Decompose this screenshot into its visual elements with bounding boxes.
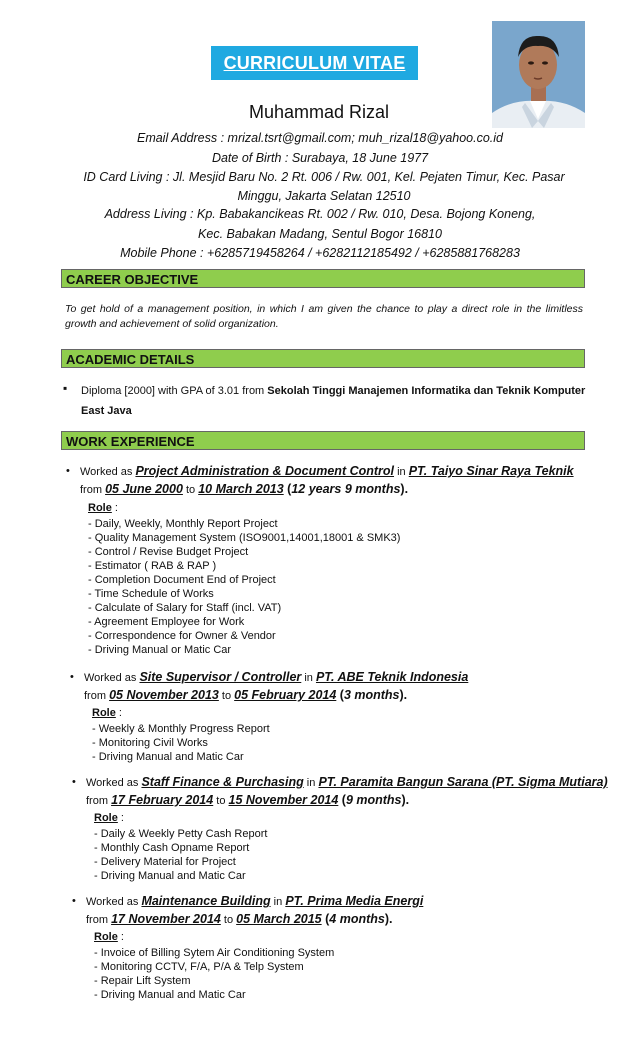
dob-label: Date of Birth — [211, 151, 282, 165]
role-label: Role — [94, 812, 118, 824]
from-label: from — [84, 690, 110, 702]
to-label: to — [218, 690, 235, 702]
worked-as-label: Worked as — [86, 896, 142, 908]
job-end-date: 10 March 2013 — [198, 482, 284, 496]
job-start-date: 17 February 2014 — [111, 793, 214, 807]
role-colon: : — [117, 931, 124, 943]
role-item: - Quality Management System (ISO9001,14001,18001 & SMK3) — [88, 532, 401, 544]
job-end-date: 05 February 2014 — [234, 688, 337, 702]
role-item: - Estimator ( RAB & RAP ) — [88, 560, 217, 572]
job-position: Maintenance Building — [141, 894, 271, 908]
email-line — [60, 129, 580, 148]
email-value: : mrizal.tsrt@gmail.com; muh_rizal18@yahoo.co.id — [217, 131, 503, 145]
id-address-line — [64, 168, 584, 206]
phone-label: Mobile Phone — [120, 246, 197, 260]
job-duration: 9 months — [345, 793, 402, 807]
academic-prefix: Diploma [2000] with GPA of 3.01 from — [81, 385, 268, 397]
academic-details-header: ACADEMIC DETAILS — [61, 349, 585, 368]
job-entry-heading: Worked as Site Supervisor / Controller in PT. ABE Teknik Indonesia from 05 November 2013 to 05 February 2014 (3 months). — [84, 670, 469, 702]
from-label: from — [86, 914, 112, 926]
academic-school-1: Sekolah Tinggi Manajemen Informatika dan Teknik Komputer — [267, 385, 586, 397]
role-label: Role — [88, 502, 112, 514]
worked-as-label: Worked as — [84, 672, 140, 684]
role-item: - Correspondence for Owner & Vendor — [88, 630, 276, 642]
job-position: Site Supervisor / Controller — [139, 670, 302, 684]
bullet-icon: • — [70, 671, 74, 683]
role-item: - Driving Manual and Matic Car — [94, 870, 246, 882]
role-item: - Driving Manual and Matic Car — [92, 751, 244, 763]
in-label: in — [301, 672, 316, 684]
living-address-line — [60, 205, 580, 224]
address-value-1: : Kp. Babakancikeas Rt. 002 / Rw. 010, Desa. Bojong Koneng, — [186, 207, 536, 221]
role-list — [88, 517, 400, 657]
job-company: PT. Paramita Bangun Sarana (PT. Sigma Mutiara) — [318, 775, 608, 789]
address-label: Address Living — [104, 207, 187, 221]
living-address-line-2: Kec. Babakan Madang, Sentul Bogor 16810 — [198, 227, 442, 241]
job-company: PT. ABE Teknik Indonesia — [315, 670, 469, 684]
job-end-date: 15 November 2014 — [228, 793, 339, 807]
from-label: from — [86, 795, 112, 807]
job-roles — [94, 930, 334, 1002]
phone-value: : +6285719458264 / +6282112185492 / +6285881768283 — [196, 246, 520, 260]
job-roles — [92, 706, 270, 764]
job-position: Staff Finance & Purchasing — [141, 775, 304, 789]
bullet-icon: • — [66, 465, 70, 477]
to-label: to — [182, 484, 199, 496]
id-value: : Jl. Mesjid Baru No. 2 Rt. 006 / Rw. 001, Kel. Pejaten Timur, Kec. Pasar Minggu, Jakarta Selatan 12510 — [162, 170, 565, 203]
job-entry-heading: Worked as Project Administration & Document Control in PT. Taiyo Sinar Raya Teknik from 05 June 2000 to 10 March 2013 (12 years 9 months). — [80, 464, 574, 496]
role-item: - Delivery Material for Project — [94, 856, 236, 868]
academic-school-2: East Java — [81, 405, 132, 417]
career-objective-header: CAREER OBJECTIVE — [61, 269, 585, 288]
email-label: Email Address — [136, 131, 218, 145]
role-item: - Agreement Employee for Work — [88, 616, 245, 628]
to-label: to — [213, 795, 229, 807]
dob-value: : Surabaya, 18 June 1977 — [281, 151, 429, 165]
phone-line — [60, 244, 580, 263]
worked-as-label: Worked as — [86, 777, 142, 789]
job-company: PT. Taiyo Sinar Raya Teknik — [408, 464, 574, 478]
role-item: - Daily, Weekly, Monthly Report Project — [88, 518, 278, 530]
role-item: - Driving Manual or Matic Car — [88, 644, 232, 656]
role-colon: : — [115, 707, 122, 719]
role-item: - Completion Document End of Project — [88, 574, 276, 586]
role-item: - Control / Revise Budget Project — [88, 546, 249, 558]
role-list — [92, 722, 270, 764]
in-label: in — [394, 466, 409, 478]
id-label: ID Card Living — [83, 170, 163, 184]
bullet-icon: ▪ — [63, 381, 68, 395]
title-banner — [211, 46, 418, 80]
job-entry-heading: Worked as Staff Finance & Purchasing in PT. Paramita Bangun Sarana (PT. Sigma Mutiara) from 17 February 2014 to 15 November 2014 (9 months). — [86, 775, 608, 807]
job-entry-heading: Worked as Maintenance Building in PT. Prima Media Energi from 17 November 2014 to 05 March 2015 (4 months). — [86, 894, 424, 926]
dob-line — [60, 149, 580, 168]
academic-entry — [81, 381, 591, 421]
role-item: - Time Schedule of Works — [88, 588, 214, 600]
role-list — [94, 827, 267, 883]
role-label: Role — [92, 707, 116, 719]
job-start-date: 05 June 2000 — [105, 482, 183, 496]
role-item: - Repair Lift System — [94, 975, 191, 987]
job-company: PT. Prima Media Energi — [285, 894, 424, 908]
role-colon: : — [117, 812, 124, 824]
job-roles — [94, 811, 267, 883]
role-list — [94, 946, 334, 1002]
worked-as-label: Worked as — [80, 466, 136, 478]
document-title: CURRICULUM VITAE — [223, 52, 406, 73]
job-end-date: 05 March 2015 — [236, 912, 322, 926]
objective-text: To get hold of a management position, in which I am given the chance to play a direct role in the limitless growth and achievement of solid organization. — [65, 303, 583, 330]
job-duration: 3 months — [343, 688, 400, 702]
bullet-icon: • — [72, 776, 76, 788]
bullet-icon: • — [72, 895, 76, 907]
role-item: - Monitoring Civil Works — [92, 737, 208, 749]
in-label: in — [270, 896, 286, 908]
role-item: - Calculate of Salary for Staff (incl. VAT) — [88, 602, 282, 614]
role-item: - Invoice of Billing Sytem Air Conditioning System — [94, 947, 335, 959]
role-item: - Weekly & Monthly Progress Report — [92, 723, 270, 735]
job-duration: 4 months — [329, 912, 385, 926]
job-duration: 12 years 9 months — [291, 482, 401, 496]
role-colon: : — [111, 502, 118, 514]
job-position: Project Administration & Document Control — [135, 464, 395, 478]
role-label: Role — [94, 931, 118, 943]
candidate-name: Muhammad Rizal — [248, 102, 390, 122]
role-item: - Monthly Cash Opname Report — [94, 842, 250, 854]
from-label: from — [80, 484, 106, 496]
role-item: - Daily & Weekly Petty Cash Report — [94, 828, 268, 840]
in-label: in — [303, 777, 319, 789]
work-experience-header: WORK EXPERIENCE — [61, 431, 585, 450]
role-item: - Driving Manual and Matic Car — [94, 989, 246, 1001]
role-item: - Monitoring CCTV, F/A, P/A & Telp System — [94, 961, 304, 973]
job-start-date: 17 November 2014 — [111, 912, 221, 926]
job-roles — [88, 501, 400, 657]
to-label: to — [220, 914, 237, 926]
job-start-date: 05 November 2013 — [109, 688, 219, 702]
